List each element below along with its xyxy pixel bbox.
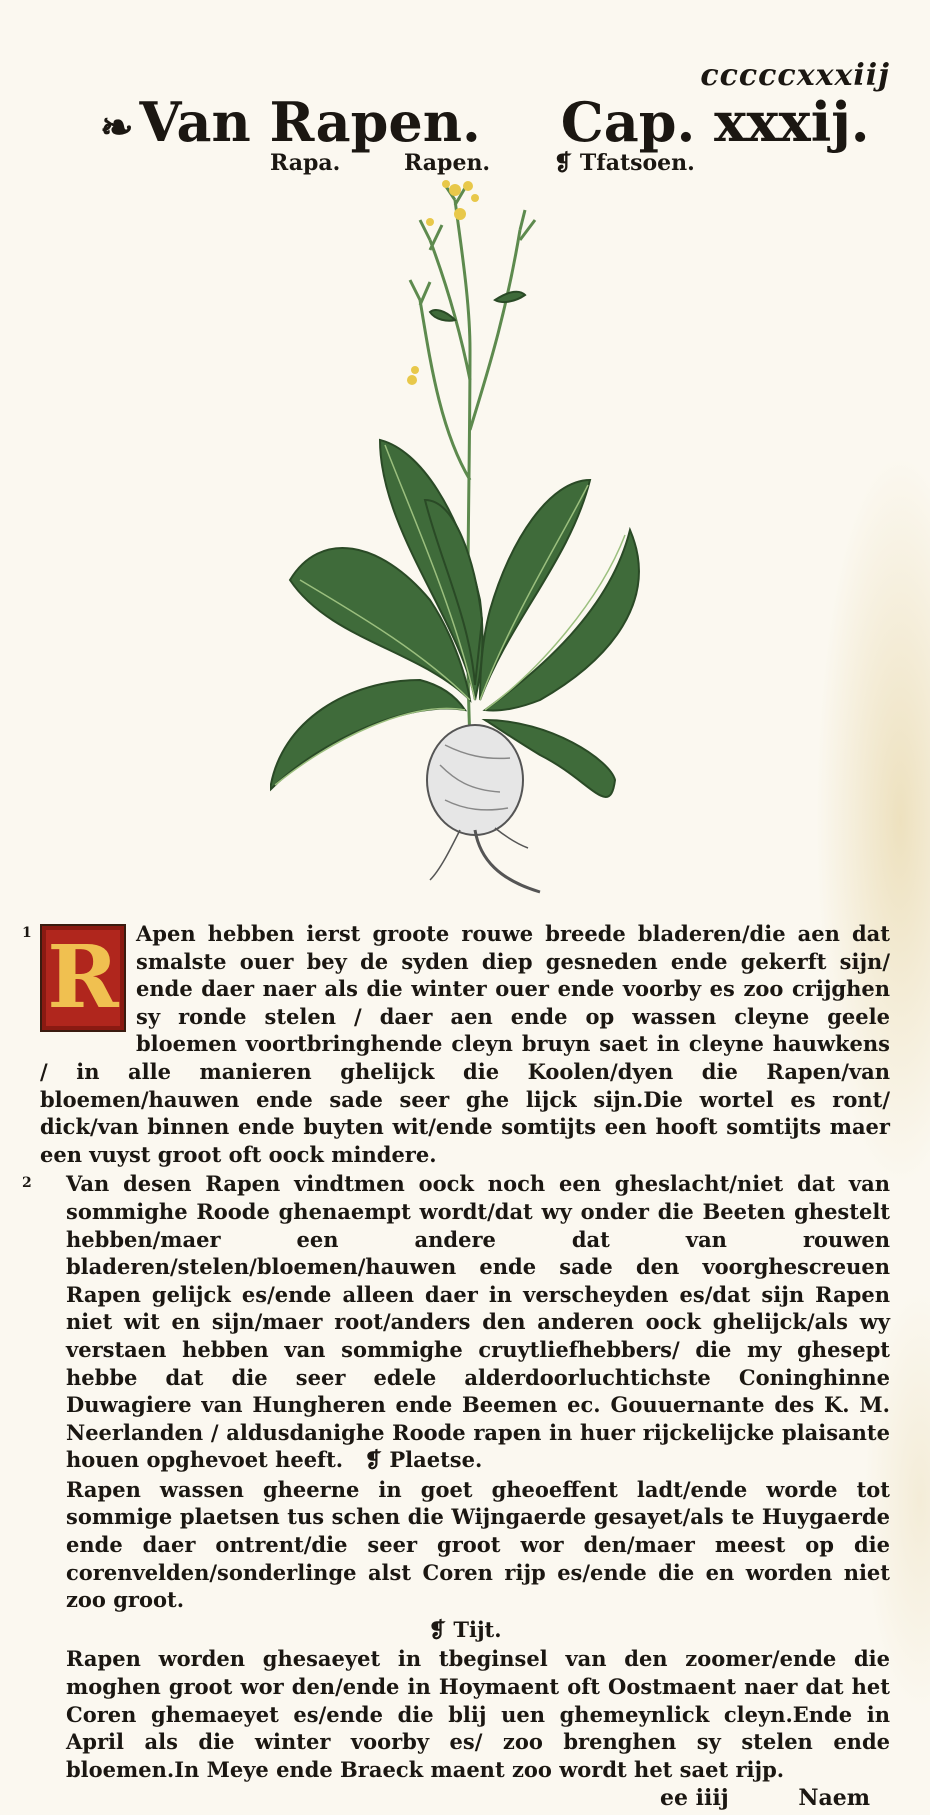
paragraph-1 [22,920,890,1168]
page-footer [40,1785,890,1815]
folio-number: cccccxxxiij [700,58,890,93]
chapter-title: Van Rapen. [139,90,481,154]
turnip-illustration [270,180,690,910]
paragraph-number: 2 [22,1175,32,1192]
main-text [22,920,890,1815]
drop-cap: R [40,924,126,1032]
paragraph-text: Van desen Rapen vindtmen oock noch een gheslacht/niet dat van sommighe Roode ghenaempt wordt/dat wy onder die Beeten ghestelt hebben/maer een andere dat van rouwen bladeren/stelen/bloemen/hauwen ende sade den voorghescreuen Rapen gelijck es/ende alleen daer in verscheyden es/dat sijn Rapen niet wit en sijn/maer root/anders den anderen oock ghelijck/als wy verstaen hebben van sommighe cruytliefhebbers/ die my ghesept hebbe dat die seer edele alderdoorluchtichste Coninghinne Duwagiere van Hungheren ende Beemen ec. Gouuernante des K. M. Neerlanden / aldusdanighe Roode rapen in huer rijckelijcke plaisante houen opghevoet heeft. [66,1171,890,1473]
chapter-heading [100,90,870,154]
section-heading-tijt: ❡ Tijt. [428,1616,502,1642]
plant-names [270,150,751,176]
paragraph-3 [40,1476,890,1614]
signature-mark: ee iiij [660,1785,729,1812]
leaves [270,292,639,797]
paragraph-text: Rapen worden ghesaeyet in tbeginsel van den zoomer/ende die moghen groot wor den/ende in Hoymaent oft Oostmaent naer dat het Coren ghemaeyet es/ende die blij uen ghemeynlick cleyn.Ende in April als die winter voorby es/ zoo brenghen sy stelen ende bloemen.In Meye ende Braeck maent zoo wordt het saet rijp. [66,1646,890,1782]
paragraph-text: Rapen wassen gheerne in goet gheoeffent ladt/ende worde tot sommige plaetsen tus schen die Wijngaerde gesayet/als te Huygaerde ende daer ontrent/die seer groot wor den/maer meest op die corenvelden/sonderlinge alst Coren rijp es/ende die en worden niet zoo groot. [66,1476,890,1613]
section-heading-fatsoen: ❡ Tfatsoen. [553,150,695,176]
latin-name: Rapa. [270,150,341,176]
catchword: Naem [798,1785,870,1812]
flower-buds [407,180,479,385]
chapter-number: Cap. xxxij. [560,90,870,154]
fleuron-icon: ❧ [100,104,134,151]
turnip-root [427,725,540,892]
paragraph-text: Apen hebben ierst groote rouwe breede bladeren/die aen dat smalste ouer bey de syden diep gesneden ende gekerft sijn/ ende daer naer als die winter ouer ende voorby es zoo crijghen sy ronde stelen / daer aen ende op wassen cleyne geele bloemen voortbringhende cleyn bruyn saet in cleyne hauwkens / in alle manieren ghelijck die Koolen/dyen die Rapen/van bloemen/hauwen ende sade seer ghe lijck sijn.Die wortel es ront/ dick/van binnen ende buyten wit/ende somtijts een hooft somtijts maer een vuyst groot oft oock mindere. [40,921,890,1167]
paragraph-number: 1 [22,925,32,941]
paragraph-4 [40,1645,890,1783]
section-heading-plaetse: ❡ Plaetse. [364,1447,483,1473]
paragraph-2 [22,1170,890,1474]
dutch-name: Rapen. [404,150,491,176]
